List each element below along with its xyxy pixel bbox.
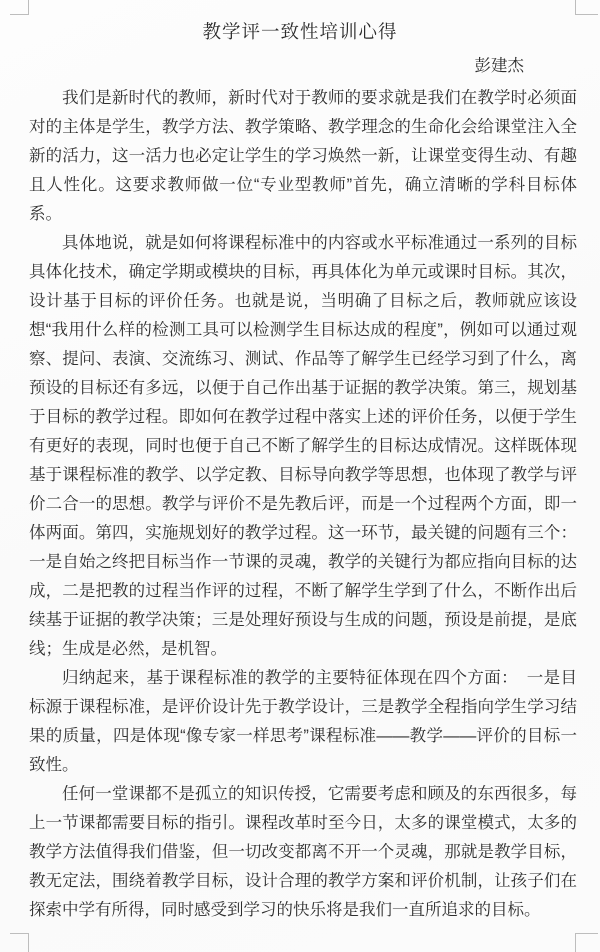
crop-mark-line [575, 14, 598, 15]
paragraph-3: 归纳起来，基于课程标准的教学的主要特征体现在四个方面： 一是目标源于课程标准，是评价设计先于教学设计，三是教学全程指向学生学习结果的质量，四是体现“像专家一样思考”课程标准——教学——评价的目标一致性。 [29, 669, 577, 774]
crop-mark-line [575, 933, 598, 934]
crop-mark-line [575, 933, 576, 952]
paragraph-4: 任何一堂课都不是孤立的知识传授，它需要考虑和顾及的东西很多，每上一节课都需要目标的指引。课程改革时至今日，太多的课堂模式，太多的教学方法值得我们借鉴，但一切改变都离不开一个灵魂，那就是教学目标，教无定法，围绕着教学目标，设计合理的教学方案和评价机制，让孩子们在探索中学有所得，同时感受到学习的快乐将是我们一直所追求的目标。 [29, 785, 577, 919]
crop-mark-line [10, 933, 29, 934]
paragraph-1: 我们是新时代的教师，新时代对于教师的要求就是我们在教学时必须面对的主体是学生，教学方法、教学策略、教学理念的生命化会给课堂注入全新的活力，这一活力也必定让学生的学习焕然一新，让课堂变得生动、有趣且人性化。这要求教师做一位“专业型教师”首先，确立清晰的学科目标体系。 [29, 89, 577, 223]
crop-mark-line [575, 0, 576, 15]
crop-mark-line [28, 0, 29, 15]
document-title: 教学评一致性培训心得 [202, 21, 398, 42]
crop-mark-line [28, 933, 29, 952]
paragraph-2: 具体地说，就是如何将课程标准中的内容或水平标准通过一系列的目标具体化技术，确定学期或模块的目标，再具体化为单元或课时目标。其次，设计基于目标的评价任务。也就是说，当明确了目标之后，教师就应该设想“我用什么样的检测工具可以检测学生目标达成的程度”，例如可以通过观察、提问、表演、交流练习、测试、作品等了解学生已经学习到了什么，离预设的目标还有多远，以便于自己作出基于证据的教学决策。第三，规划基于目标的教学过程。即如何在教学过程中落实上述的评价任务，以便于学生有更好的表现，同时也便于自己不断了解学生的目标达成情况。这样既体现基于课程标准的教学、以学定教、目标导向教学等思想，也体现了教学与评价二合一的思想。教学与评价不是先教后评，而是一个过程两个方面，即一体两面。第四，实施规划好的教学过程。这一环节，最关键的问题有三个：一是自始之终把目标当作一节课的灵魂，教学的关键行为都应指向目标的达成，二是把教的过程当作评的过程，不断了解学生学到了什么，不断作出后续基于证据的教学决策；三是处理好预设与生成的问题，预设是前提，是底线；生成是必然，是机智。 [29, 234, 577, 658]
document-body [29, 84, 577, 925]
author-name: 彭建杰 [474, 57, 524, 75]
crop-mark-line [10, 14, 29, 15]
